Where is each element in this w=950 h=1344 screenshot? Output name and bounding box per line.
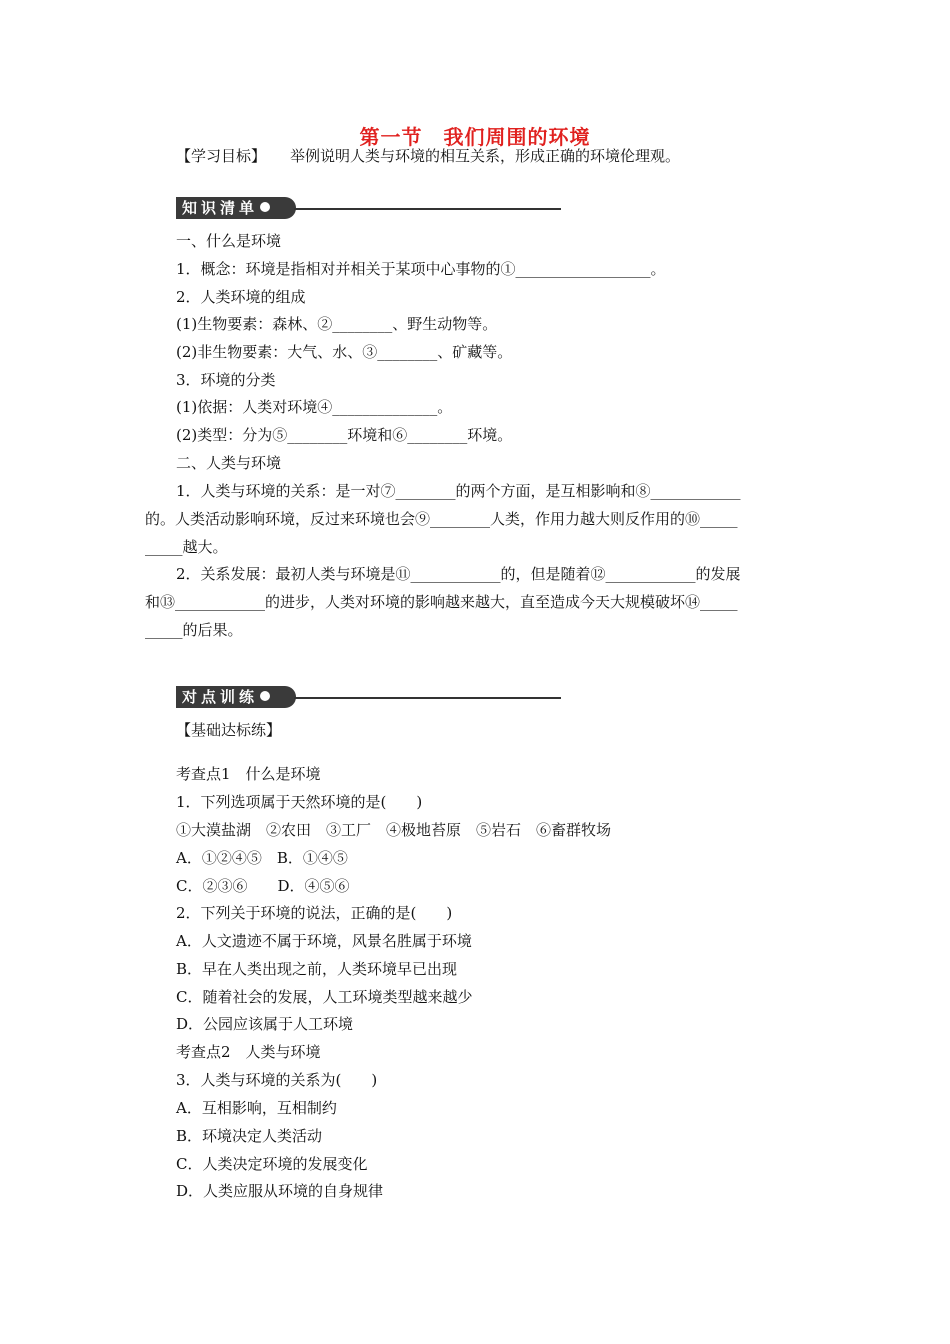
text-line: 1．下列选项属于天然环境的是( ) (176, 793, 423, 811)
objective-text: 举例说明人类与环境的相互关系，形成正确的环境伦理观。 (290, 147, 681, 165)
text-line: 2．下列关于环境的说法，正确的是( ) (176, 904, 453, 922)
text-line: C．②③⑥ D．④⑤⑥ (176, 877, 350, 895)
sub-heading: 【基础达标练】 (176, 721, 282, 739)
text-line: (2)非生物要素：大气、水、③________、矿藏等。 (176, 343, 513, 361)
text-line: D．公园应该属于人工环境 (176, 1015, 354, 1033)
text-line: B．早在人类出现之前，人类环境早已出现 (176, 960, 458, 978)
text-line: A．人文遗迹不属于环境，风景名胜属于环境 (176, 932, 472, 950)
bullet-dot-icon (260, 202, 270, 212)
banner-rule (294, 697, 561, 699)
text-line: 一、什么是环境 (176, 232, 282, 250)
text-line: 2．人类环境的组成 (176, 288, 306, 306)
text-line: _____的后果。 (145, 621, 243, 639)
text-line: 1．概念：环境是指相对并相关于某项中心事物的①__________________。 (176, 260, 666, 278)
text-line: (1)生物要素：森林、②________、野生动物等。 (176, 315, 498, 333)
text-line: ①大漠盐湖 ②农田 ③工厂 ④极地苔原 ⑤岩石 ⑥畜群牧场 (176, 821, 612, 839)
text-line: 2．关系发展：最初人类与环境是⑪____________的，但是随着⑫____________的发展 (176, 565, 741, 583)
text-line: 和⑬____________的进步，人类对环境的影响越来越大，直至造成今天大规模破坏⑭_____ (145, 593, 738, 611)
text-line: D．人类应服从环境的自身规律 (176, 1182, 384, 1200)
page-title: 第一节 我们周围的环境 (359, 125, 591, 149)
bullet-dot-icon (260, 691, 270, 701)
objective-label: 【学习目标】 (176, 147, 267, 165)
text-line: C．随着社会的发展，人工环境类型越来越少 (176, 988, 473, 1006)
learning-objective (176, 146, 680, 166)
text-line: A．互相影响，互相制约 (176, 1099, 337, 1117)
text-line: 考查点1 什么是环境 (176, 765, 321, 783)
text-line: (1)依据：人类对环境④______________。 (176, 398, 453, 416)
text-line: 1．人类与环境的关系：是一对⑦________的两个方面，是互相影响和⑧____________ (176, 482, 741, 500)
section-banner-knowledge (176, 197, 561, 219)
section-banner-training (176, 686, 561, 708)
text-line: (2)类型：分为⑤________环境和⑥________环境。 (176, 426, 513, 444)
banner-rule (294, 208, 561, 210)
text-line: 3．人类与环境的关系为( ) (176, 1071, 378, 1089)
text-line: C．人类决定环境的发展变化 (176, 1155, 368, 1173)
banner-label: 对点训练 (182, 688, 259, 706)
text-line: A．①②④⑤ B．①④⑤ (176, 849, 348, 867)
text-line: 3．环境的分类 (176, 371, 276, 389)
text-line: 考查点2 人类与环境 (176, 1043, 321, 1061)
text-line: _____越大。 (145, 538, 228, 556)
text-line: 二、人类与环境 (176, 454, 282, 472)
text-line: 的。人类活动影响环境，反过来环境也会⑨________人类，作用力越大则反作用的⑩_____ (145, 510, 738, 528)
banner-label: 知识清单 (182, 199, 259, 217)
text-line: B．环境决定人类活动 (176, 1127, 323, 1145)
